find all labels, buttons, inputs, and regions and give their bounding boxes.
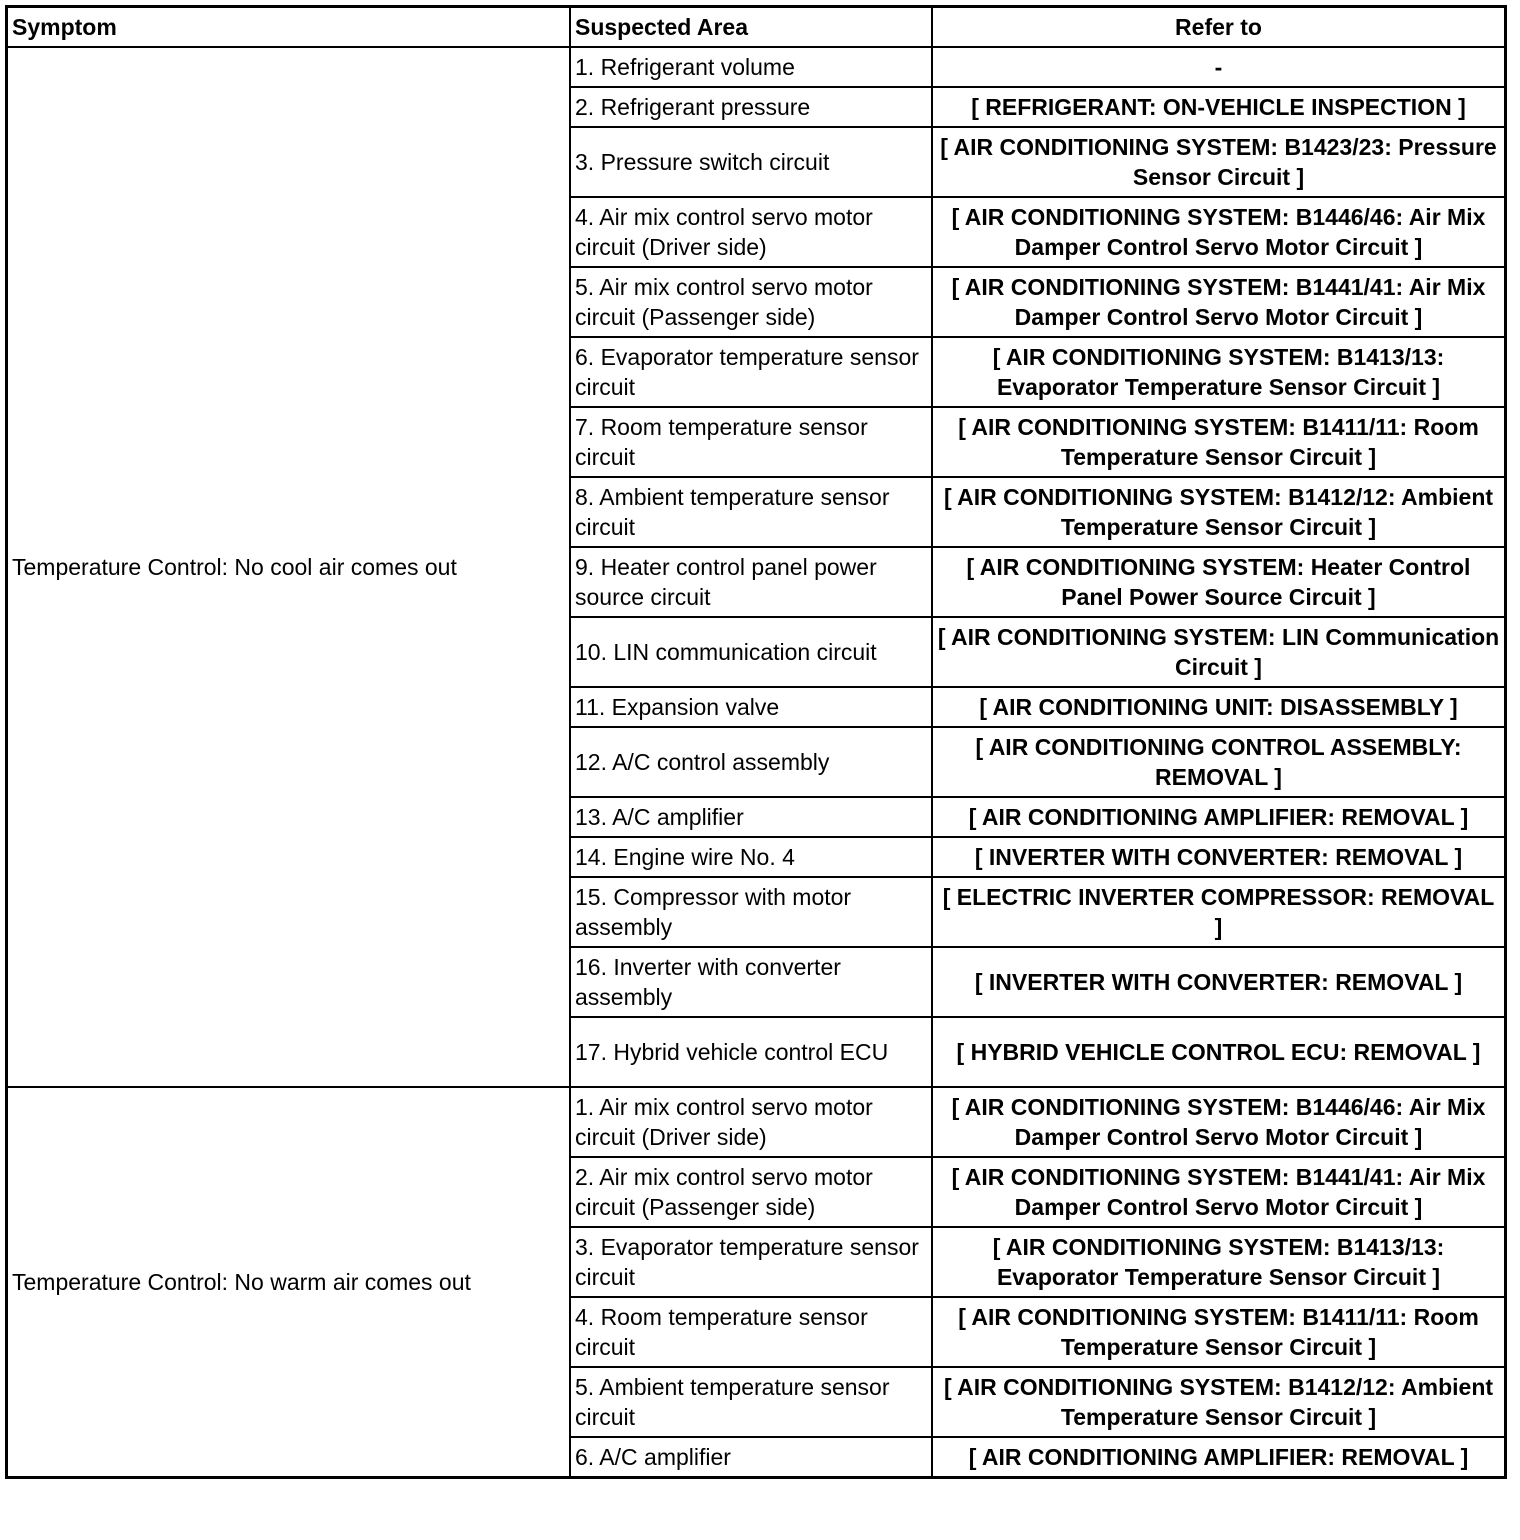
suspected-area-cell: 5. Air mix control servo motor circuit (Passenger side) [570, 267, 932, 337]
header-suspected-area: Suspected Area [570, 7, 932, 48]
suspected-area-cell: 13. A/C amplifier [570, 797, 932, 837]
suspected-area-cell: 14. Engine wire No. 4 [570, 837, 932, 877]
suspected-area-cell: 1. Refrigerant volume [570, 47, 932, 87]
suspected-area-cell: 11. Expansion valve [570, 687, 932, 727]
suspected-area-cell: 7. Room temperature sensor circuit [570, 407, 932, 477]
refer-to-cell: [ AIR CONDITIONING AMPLIFIER: REMOVAL ] [932, 797, 1506, 837]
suspected-area-cell: 2. Air mix control servo motor circuit (Passenger side) [570, 1157, 932, 1227]
suspected-area-cell: 8. Ambient temperature sensor circuit [570, 477, 932, 547]
refer-to-cell: [ AIR CONDITIONING SYSTEM: LIN Communication Circuit ] [932, 617, 1506, 687]
refer-to-cell: [ AIR CONDITIONING SYSTEM: B1412/12: Ambient Temperature Sensor Circuit ] [932, 477, 1506, 547]
suspected-area-cell: 4. Room temperature sensor circuit [570, 1297, 932, 1367]
refer-to-cell: [ AIR CONDITIONING CONTROL ASSEMBLY: REMOVAL ] [932, 727, 1506, 797]
refer-to-cell: [ AIR CONDITIONING SYSTEM: B1423/23: Pressure Sensor Circuit ] [932, 127, 1506, 197]
refer-to-cell: [ AIR CONDITIONING SYSTEM: B1446/46: Air Mix Damper Control Servo Motor Circuit ] [932, 1087, 1506, 1157]
suspected-area-cell: 15. Compressor with motor assembly [570, 877, 932, 947]
refer-to-cell: - [932, 47, 1506, 87]
suspected-area-cell: 4. Air mix control servo motor circuit (Driver side) [570, 197, 932, 267]
suspected-area-cell: 2. Refrigerant pressure [570, 87, 932, 127]
suspected-area-cell: 6. A/C amplifier [570, 1437, 932, 1478]
refer-to-cell: [ AIR CONDITIONING SYSTEM: B1413/13: Evaporator Temperature Sensor Circuit ] [932, 337, 1506, 407]
suspected-area-cell: 1. Air mix control servo motor circuit (Driver side) [570, 1087, 932, 1157]
table-row [7, 47, 1506, 87]
symptom-cell: Temperature Control: No warm air comes out [7, 1087, 571, 1478]
refer-to-cell: [ AIR CONDITIONING SYSTEM: Heater Control Panel Power Source Circuit ] [932, 547, 1506, 617]
refer-to-cell: [ AIR CONDITIONING AMPLIFIER: REMOVAL ] [932, 1437, 1506, 1478]
header-refer-to: Refer to [932, 7, 1506, 48]
header-symptom: Symptom [7, 7, 571, 48]
suspected-area-cell: 6. Evaporator temperature sensor circuit [570, 337, 932, 407]
refer-to-cell: [ AIR CONDITIONING SYSTEM: B1441/41: Air Mix Damper Control Servo Motor Circuit ] [932, 1157, 1506, 1227]
suspected-area-cell: 9. Heater control panel power source circuit [570, 547, 932, 617]
refer-to-cell: [ AIR CONDITIONING SYSTEM: B1412/12: Ambient Temperature Sensor Circuit ] [932, 1367, 1506, 1437]
suspected-area-cell: 10. LIN communication circuit [570, 617, 932, 687]
suspected-area-cell: 3. Evaporator temperature sensor circuit [570, 1227, 932, 1297]
refer-to-cell: [ AIR CONDITIONING SYSTEM: B1413/13: Evaporator Temperature Sensor Circuit ] [932, 1227, 1506, 1297]
suspected-area-cell: 17. Hybrid vehicle control ECU [570, 1017, 932, 1087]
refer-to-cell: [ INVERTER WITH CONVERTER: REMOVAL ] [932, 947, 1506, 1017]
suspected-area-cell: 16. Inverter with converter assembly [570, 947, 932, 1017]
refer-to-cell: [ ELECTRIC INVERTER COMPRESSOR: REMOVAL ] [932, 877, 1506, 947]
refer-to-cell: [ AIR CONDITIONING UNIT: DISASSEMBLY ] [932, 687, 1506, 727]
refer-to-cell: [ AIR CONDITIONING SYSTEM: B1446/46: Air Mix Damper Control Servo Motor Circuit ] [932, 197, 1506, 267]
suspected-area-cell: 3. Pressure switch circuit [570, 127, 932, 197]
refer-to-cell: [ AIR CONDITIONING SYSTEM: B1441/41: Air Mix Damper Control Servo Motor Circuit ] [932, 267, 1506, 337]
refer-to-cell: [ INVERTER WITH CONVERTER: REMOVAL ] [932, 837, 1506, 877]
suspected-area-cell: 5. Ambient temperature sensor circuit [570, 1367, 932, 1437]
refer-to-cell: [ AIR CONDITIONING SYSTEM: B1411/11: Room Temperature Sensor Circuit ] [932, 407, 1506, 477]
header-row [7, 7, 1506, 48]
table-row [7, 1087, 1506, 1157]
refer-to-cell: [ REFRIGERANT: ON-VEHICLE INSPECTION ] [932, 87, 1506, 127]
refer-to-cell: [ HYBRID VEHICLE CONTROL ECU: REMOVAL ] [932, 1017, 1506, 1087]
troubleshooting-table [5, 5, 1507, 1479]
suspected-area-cell: 12. A/C control assembly [570, 727, 932, 797]
refer-to-cell: [ AIR CONDITIONING SYSTEM: B1411/11: Room Temperature Sensor Circuit ] [932, 1297, 1506, 1367]
symptom-cell: Temperature Control: No cool air comes out [7, 47, 571, 1087]
